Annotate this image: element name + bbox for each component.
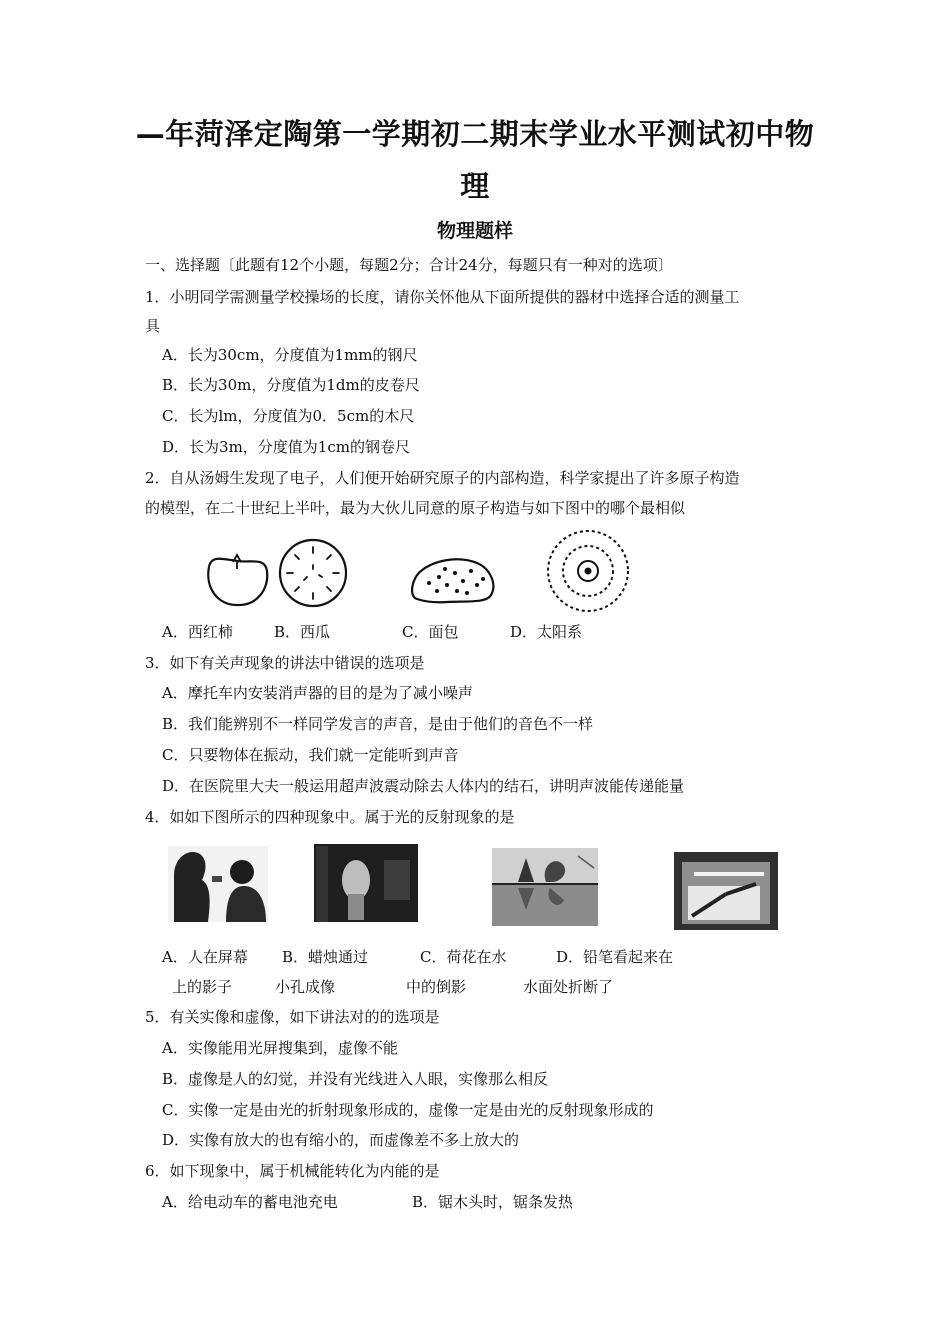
q5-option-d: D．实像有放大的也有缩小的，而虚像差不多上放大的 [162, 1131, 520, 1149]
q5-stem: 5．有关实像和虚像，如下讲法对的的选项是 [145, 1008, 440, 1026]
tomato-model-icon [208, 555, 267, 605]
q6-option-a: A．给电动车的蓄电池充电 [162, 1193, 338, 1211]
q2-stem-line2: 的模型，在二十世纪上半叶，最为大伙儿同意的原子构造与如下图中的哪个最相似 [145, 499, 686, 517]
q1-stem-line2: 具 [145, 317, 161, 335]
q4-option-c-line2: 中的倒影 [406, 978, 467, 996]
q2-option-a: A．西红柿 [162, 623, 233, 641]
q4-option-c-line1: C．荷花在水 [420, 948, 507, 966]
shadow-photo-icon [168, 846, 268, 922]
section-heading: 一、选择题〔此题有12个小题，每题2分；合计24分，每题只有一种对的选项〕 [145, 256, 673, 274]
q3-option-c: C．只要物体在振动，我们就一定能听到声音 [162, 746, 459, 764]
bread-model-icon [412, 559, 493, 602]
page-subtitle: 物理题样 [436, 220, 513, 242]
q1-option-b: B．长为30m，分度值为1dm的皮卷尺 [162, 376, 420, 394]
q4-option-b-line2: 小孔成像 [275, 978, 336, 996]
q2-option-c: C．面包 [402, 623, 459, 641]
q2-stem-line1: 2．自从汤姆生发现了电子，人们便开始研究原子的内部构造，科学家提出了许多原子构造 [145, 469, 740, 487]
q5-option-a: A．实像能用光屏搜集到，虚像不能 [162, 1039, 398, 1057]
solar-system-model-icon [548, 531, 628, 611]
lotus-reflection-photo-icon [492, 848, 598, 926]
pinhole-photo-icon [314, 844, 418, 922]
q3-option-d: D．在医院里大夫一般运用超声波震动除去人体内的结石，讲明声波能传递能量 [162, 777, 685, 795]
q4-option-b-line1: B．蜡烛通过 [282, 948, 369, 966]
q6-stem: 6．如下现象中，属于机械能转化为内能的是 [145, 1162, 440, 1180]
page-title-line1: —年菏泽定陶第一学期初二期末学业水平测试初中物 [135, 117, 815, 151]
page-title-line2: 理 [460, 169, 490, 203]
q3-option-b: B．我们能辨别不一样同学发言的声音，是由于他们的音色不一样 [162, 715, 594, 733]
q5-option-c: C．实像一定是由光的折射现象形成的，虚像一定是由光的反射现象形成的 [162, 1101, 654, 1119]
q4-option-a-line2: 上的影子 [172, 978, 233, 996]
q1-stem-line1: 1．小明同学需测量学校操场的长度，请你关怀他从下面所提供的器材中选择合适的测量工 [145, 288, 740, 306]
atom-models-figure [195, 525, 645, 617]
q3-stem: 3．如下有关声现象的讲法中错误的选项是 [145, 654, 425, 672]
watermelon-model-icon [280, 540, 346, 606]
q1-option-a: A．长为30cm，分度值为1mm的钢尺 [162, 346, 418, 364]
light-phenomena-figure [160, 836, 790, 936]
q1-option-c: C．长为lm，分度值为0．5cm的木尺 [162, 407, 415, 425]
q4-stem: 4．如如下图所示的四种现象中。属于光的反射现象的是 [145, 808, 515, 826]
q2-option-d: D．太阳系 [510, 623, 583, 641]
q1-option-d: D．长为3m，分度值为1cm的钢卷尺 [162, 438, 410, 456]
q4-option-d-line1: D．铅笔看起来在 [556, 948, 674, 966]
q4-option-d-line2: 水面处折断了 [523, 978, 614, 996]
pencil-in-water-photo-icon [674, 852, 778, 930]
q2-option-b: B．西瓜 [274, 623, 331, 641]
q3-option-a: A．摩托车内安装消声器的目的是为了减小噪声 [162, 684, 473, 702]
q5-option-b: B．虚像是人的幻觉，并没有光线进入人眼，实像那么相反 [162, 1070, 549, 1088]
q4-option-a-line1: A．人在屏幕 [162, 948, 248, 966]
q6-option-b: B．锯木头时，锯条发热 [412, 1193, 574, 1211]
